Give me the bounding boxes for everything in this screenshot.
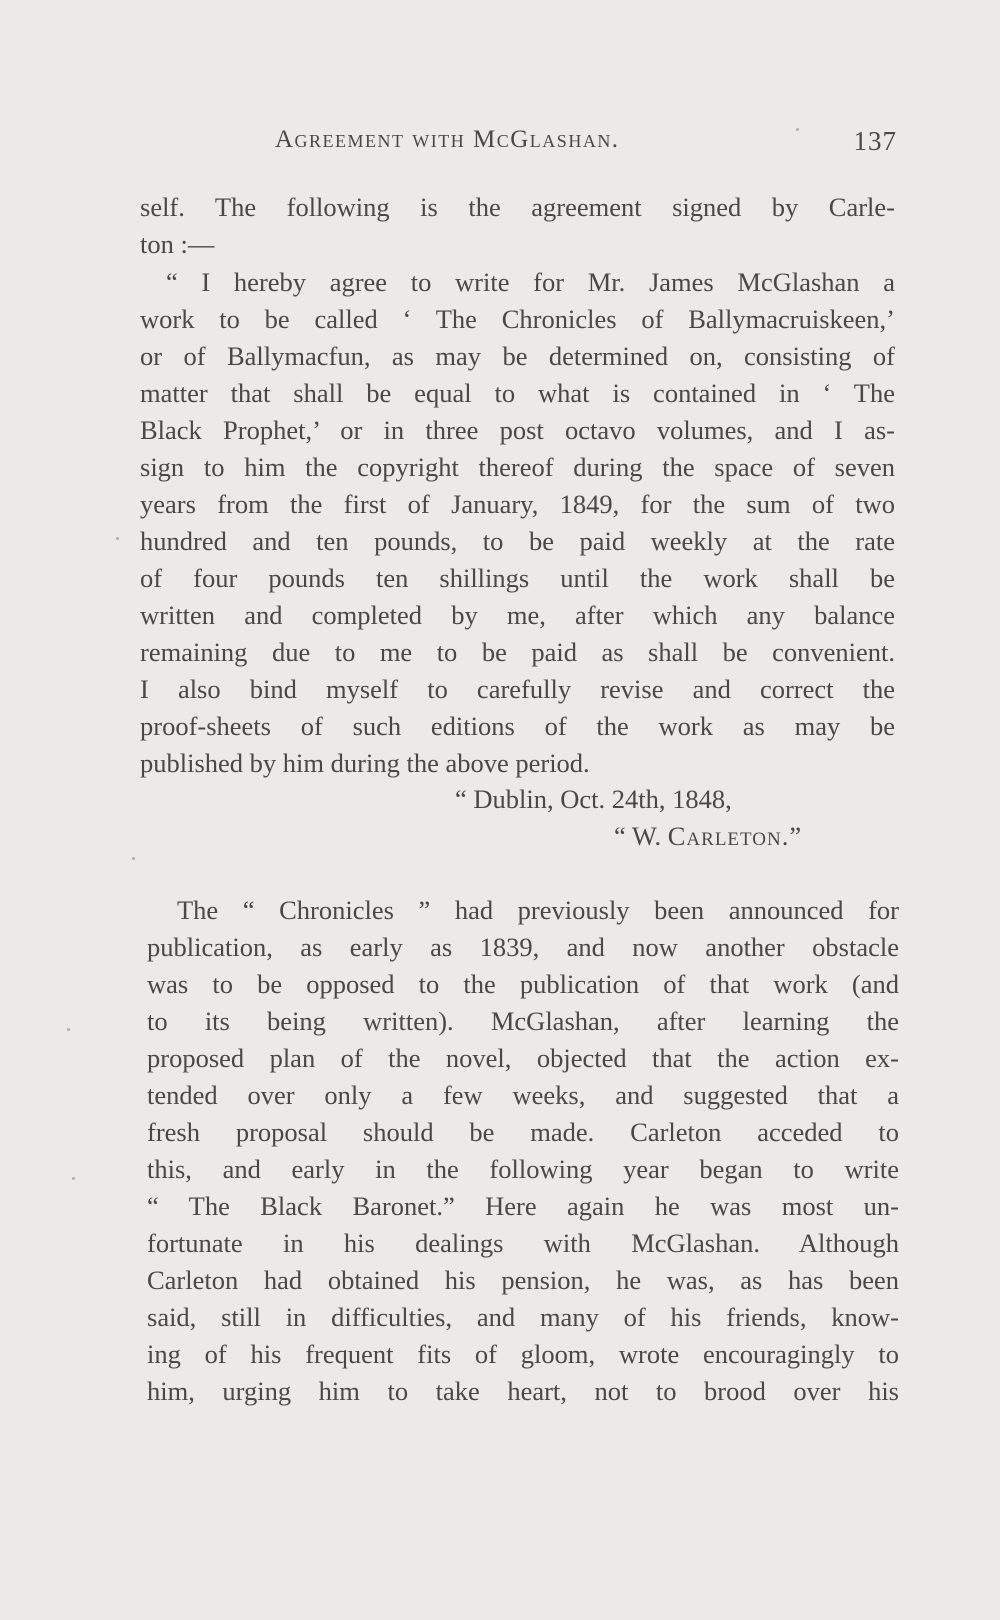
- text-line: Black Prophet,’ or in three post octavo volumes, and I as-: [140, 415, 895, 445]
- text-line: fortunate in his dealings with McGlashan. Although: [147, 1228, 899, 1258]
- text-line: this, and early in the following year began to write: [147, 1154, 899, 1184]
- text-line: “ The Black Baronet.” Here again he was most un-: [147, 1191, 899, 1221]
- text-line: or of Ballymacfun, as may be determined on, consisting of: [140, 341, 895, 371]
- paper-speck: [116, 537, 119, 540]
- signature-prefix: “ W.: [614, 821, 668, 851]
- text-line: I also bind myself to carefully revise and correct the: [140, 674, 895, 704]
- text-line: hundred and ten pounds, to be paid weekly at the rate: [140, 526, 895, 556]
- text-line: remaining due to me to be paid as shall be convenient.: [140, 637, 895, 667]
- text-line: ton :—: [140, 229, 215, 259]
- text-line: years from the first of January, 1849, for the sum of two: [140, 489, 895, 519]
- agreement-signature: [614, 821, 802, 852]
- text-line: publication, as early as 1839, and now another obstacle: [147, 932, 899, 962]
- text-line: ing of his frequent fits of gloom, wrote encouragingly to: [147, 1339, 899, 1369]
- page-number: 137: [853, 126, 897, 156]
- page-header: [0, 126, 897, 166]
- text-line: to its being written). McGlashan, after learning the: [147, 1006, 899, 1036]
- text-line: fresh proposal should be made. Carleton acceded to: [147, 1117, 899, 1147]
- text-line: self. The following is the agreement signed by Carle-: [140, 192, 895, 222]
- agreement-dateline: “ Dublin, Oct. 24th, 1848,: [455, 784, 732, 814]
- text-line: The “ Chronicles ” had previously been announced for: [177, 895, 899, 925]
- text-line: written and completed by me, after which any balance: [140, 600, 895, 630]
- paper-speck: [132, 857, 135, 860]
- text-line: matter that shall be equal to what is contained in ‘ The: [140, 378, 895, 408]
- text-line: work to be called ‘ The Chronicles of Ballymacruiskeen,’: [140, 304, 895, 334]
- signature-name: Carleton.”: [667, 821, 803, 851]
- text-line: “ I hereby agree to write for Mr. James McGlashan a: [166, 267, 895, 297]
- text-line: sign to him the copyright thereof during the space of seven: [140, 452, 895, 482]
- text-line: published by him during the above period.: [140, 748, 590, 778]
- running-head: Agreement with McGlashan.: [275, 126, 620, 153]
- text-line: of four pounds ten shillings until the work shall be: [140, 563, 895, 593]
- paper-speck: [67, 1028, 70, 1031]
- text-line: said, still in difficulties, and many of his friends, know-: [147, 1302, 899, 1332]
- body-paragraph: [147, 892, 899, 1410]
- text-line: proof-sheets of such editions of the work as may be: [140, 711, 895, 741]
- paper-speck: [72, 1177, 75, 1180]
- agreement-quotation: [140, 264, 895, 782]
- text-line: was to be opposed to the publication of that work (and: [147, 969, 899, 999]
- paper-speck: [796, 128, 799, 131]
- text-line: proposed plan of the novel, objected that the action ex-: [147, 1043, 899, 1073]
- text-line: Carleton had obtained his pension, he was, as has been: [147, 1265, 899, 1295]
- text-line: him, urging him to take heart, not to brood over his: [147, 1376, 899, 1406]
- intro-paragraph: [140, 189, 895, 263]
- text-line: tended over only a few weeks, and suggested that a: [147, 1080, 899, 1110]
